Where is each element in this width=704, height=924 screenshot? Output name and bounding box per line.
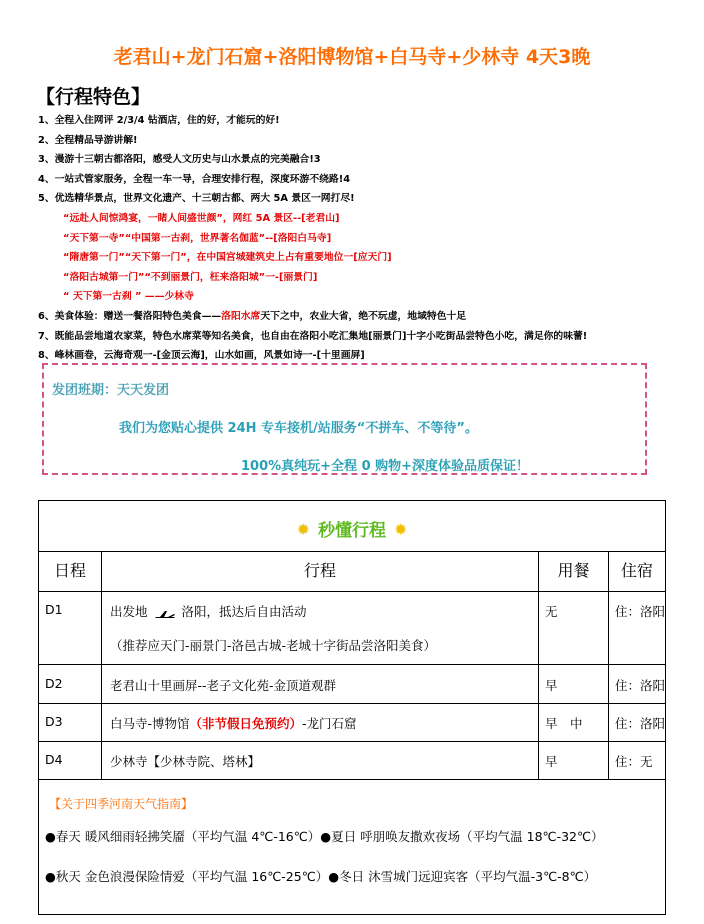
table-row xyxy=(39,665,665,704)
stay-value: 住：洛阳 xyxy=(615,678,666,693)
meal-value: 早 xyxy=(545,754,558,769)
promo-schedule: 发团班期：天天发团 xyxy=(52,383,170,398)
highlight-item: “远赴人间惊鸿宴，一睹人间盛世颜”，网红 5A 景区--[老君山] xyxy=(63,212,340,224)
sun-icon: ✹ xyxy=(296,520,310,539)
highlight-item: “洛阳古城第一门”“不到丽景门，枉来洛阳城”一-[丽景门] xyxy=(63,271,318,283)
route-origin: 出发地 xyxy=(110,604,148,619)
table-row xyxy=(39,704,665,742)
feature-item: 2、全程精品导游讲解! xyxy=(38,134,138,146)
table-title-text: 秒懂行程 xyxy=(318,521,386,541)
route-line xyxy=(110,602,307,620)
header-route: 行程 xyxy=(102,551,539,591)
route-line: 老君山十里画屏--老子文化苑-金顶道观群 xyxy=(110,678,337,693)
weather-line: ●春天 暖风细雨轻拂笑靥（平均气温 4℃-16℃）●夏日 呼朋唤友撒欢夜场（平均气温 18℃-32℃） xyxy=(45,829,604,844)
weather-line: ●秋天 金色浪漫保险情爱（平均气温 16℃-25℃）●冬日 沐雪城门远迎宾客（平均气温-3℃-8℃） xyxy=(45,869,597,884)
day-label: D3 xyxy=(45,714,63,729)
route-part: -龙门石窟 xyxy=(302,716,357,731)
route-note: （推荐应天门-丽景门-洛邑古城-老城十字街品尝洛阳美食） xyxy=(110,638,437,653)
feature-item: 8、峰林画卷，云海奇观一-[金顶云海]，山水如画，风景如诗一-[十里画屏] xyxy=(38,350,365,362)
table-title-bar xyxy=(39,501,665,552)
feature-item: 3、漫游十三朝古都洛阳，感受人文历史与山水景点的完美融合!3 xyxy=(38,154,321,166)
meal-value: 早 xyxy=(545,678,558,693)
stay-value: 住：洛阳 xyxy=(615,604,666,619)
airplane-icon xyxy=(154,608,176,618)
feature-item: 4、一站式管家服务，全程一车一导，合理安排行程，深度环游不绕路!4 xyxy=(38,173,351,185)
table-row xyxy=(39,742,665,780)
features-heading: 【行程特色】 xyxy=(36,86,151,108)
header-stay: 住宿 xyxy=(620,561,653,580)
table-title xyxy=(39,516,665,541)
stay-value: 住：无 xyxy=(615,754,653,769)
itinerary-table xyxy=(38,500,666,915)
route-line xyxy=(110,714,357,732)
features-list xyxy=(38,111,678,366)
feature6-highlight: 洛阳水席 xyxy=(221,310,261,322)
page-title: 老君山+龙门石窟+洛阳博物馆+白马寺+少林寺 4天3晚 xyxy=(113,46,591,68)
feature-item-food xyxy=(38,307,678,327)
feature6-text-after: 天下之中，农业大省，绝不玩虚，地域特色十足 xyxy=(260,310,467,322)
route-reservation-note: （非节假日免预约） xyxy=(189,716,303,731)
stay-value: 住：洛阳 xyxy=(615,716,666,731)
promo-pickup: 我们为您贴心提供 24H 专车接机/站服务“不拼车、不等待”。 xyxy=(119,421,478,436)
weather-guide-title: 【关于四季河南天气指南】 xyxy=(49,797,194,811)
meal-value: 无 xyxy=(545,604,558,619)
feature-item: 1、全程入住网评 2/3/4 钻酒店，住的好，才能玩的好! xyxy=(38,115,280,126)
header-day: 日程 xyxy=(39,551,102,591)
promo-guarantee: 100%真纯玩+全程 0 购物+深度体验品质保证！ xyxy=(241,459,530,474)
sun-icon: ✹ xyxy=(394,520,408,539)
feature6-text: 6、美食体验：赠送一餐洛阳特色美食—— xyxy=(38,310,222,322)
day-label: D2 xyxy=(45,676,63,691)
highlight-item: “天下第一寺”“中国第一古刹，世界著名伽蓝”--[洛阳白马寺] xyxy=(63,232,332,244)
route-line: 少林寺【少林寺院、塔林】 xyxy=(110,754,261,769)
day-label: D1 xyxy=(45,602,63,617)
highlight-item: “隋唐第一门”“天下第一门”，在中国宫城建筑史上占有重要地位一[应天门] xyxy=(63,252,392,264)
header-meal: 用餐 xyxy=(539,551,609,591)
table-row xyxy=(39,592,665,665)
feature-item: 5、优选精华景点，世界文化遗产、十三朝古都、两大 5A 景区一网打尽! xyxy=(38,193,355,205)
table-header-row xyxy=(39,551,665,592)
promo-box xyxy=(42,363,647,475)
feature-item: 7、既能品尝地道农家菜，特色水席菜等知名美食，也自由在洛阳小吃汇集地[丽景门]十字小吃街品尝特色小吃，满足你的味蕾! xyxy=(38,330,588,342)
highlight-item: “ 天下第一古刹 ” ——少林寺 xyxy=(63,291,194,303)
meal-value: 早 中 xyxy=(545,716,583,731)
route-destination: 洛阳，抵达后自由活动 xyxy=(181,604,307,619)
day-label: D4 xyxy=(45,752,63,767)
route-part: 白马寺-博物馆 xyxy=(110,716,190,731)
